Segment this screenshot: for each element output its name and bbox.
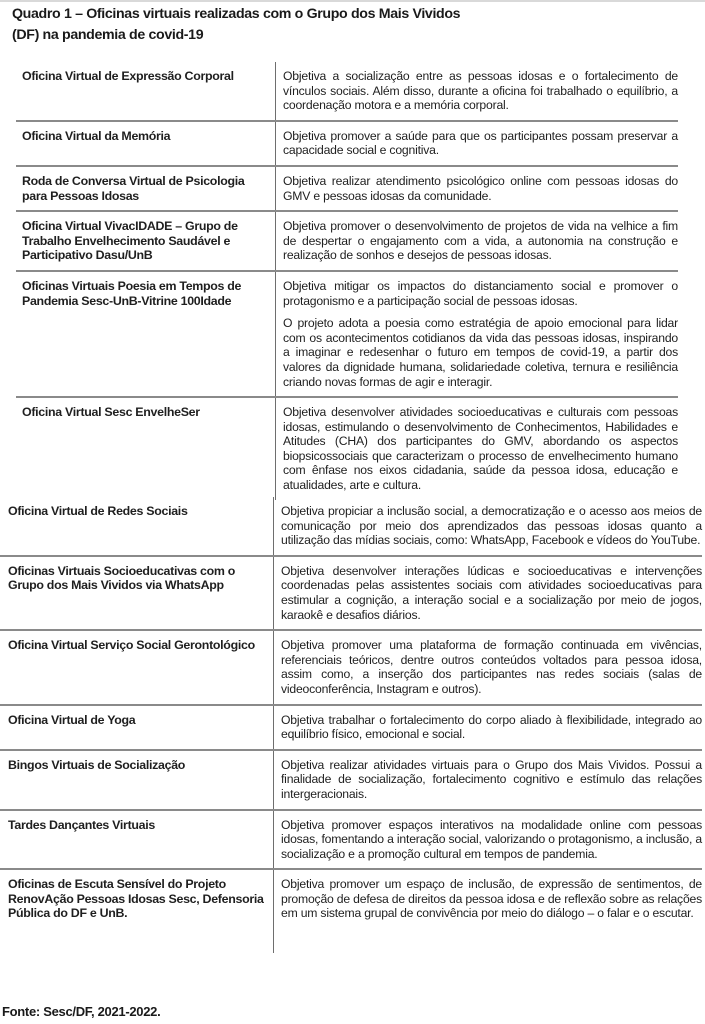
workshop-name: Oficinas Virtuais Socioeducativas com o Grupo dos Mais Vividos via WhatsApp [8, 563, 236, 593]
workshop-description-cell [276, 166, 679, 211]
workshop-name: Oficina Virtual de Yoga [8, 712, 136, 727]
workshop-description-cell [274, 705, 703, 750]
workshop-description-paragraph: Objetiva a socialização entre as pessoas idosas e o fortalecimento de vínculos sociais. Além disso, durante a oficina foi trabalhado o equilíbrio, a coordenação motora e a memória corporal. [283, 69, 678, 113]
workshop-description-cell [276, 121, 679, 166]
page-edge-divider [0, 0, 705, 2]
workshop-description-paragraph: Objetiva realizar atendimento psicológico online com pessoas idosas do GMV e pessoas idosas da comunidade. [283, 173, 678, 203]
table-caption-line-2: (DF) na pandemia de covid-19 [12, 27, 204, 43]
workshop-description-paragraph: Objetiva desenvolver interações lúdicas e socioeducativas e intervenções coordenadas pelas assistentes sociais com atividades socioeducativas para estimular a cognição, a interação social e a socialização por meio de jogos, karaokê e desafios diários. [281, 563, 702, 622]
table-row [16, 271, 678, 397]
table-caption [12, 4, 692, 46]
workshop-name-cell [0, 497, 274, 556]
workshop-description-paragraph: Objetiva propiciar a inclusão social, a democratização e o acesso aos meios de comunicação por meio dos aprendizados das pessoas idosas quanto a utilização das mídias sociais, como: WhatsApp, Facebook e vídeos do YouTube. [281, 504, 702, 548]
workshop-name-cell [16, 397, 276, 500]
table-row [0, 750, 702, 810]
workshop-name: Bingos Virtuais de Socialização [8, 757, 186, 772]
table-row [0, 556, 702, 630]
table-row [16, 166, 678, 211]
workshop-description-cell [276, 211, 679, 271]
workshop-name: Oficina Virtual da Memória [22, 128, 171, 143]
workshop-name-cell [0, 705, 274, 750]
workshop-name-cell [0, 750, 274, 810]
workshop-name-cell [0, 810, 274, 870]
workshop-name: Oficina Virtual VivacIDADE – Grupo de Trabalho Envelhecimento Saudável e Participativo Dasu/UnB [22, 219, 238, 263]
workshop-description-cell [274, 556, 703, 630]
workshop-name-cell [16, 121, 276, 166]
workshops-table-bottom [0, 497, 702, 953]
workshop-name-cell [16, 62, 276, 121]
workshop-description-paragraph: Objetiva realizar atividades virtuais para o Grupo dos Mais Vividos. Possui a finalidade de socialização, fortalecimento cognitivo e estímulo das relações intergeracionais. [281, 757, 702, 801]
workshop-name-cell [0, 630, 274, 704]
table-caption-line-1: Quadro 1 – Oficinas virtuais realizadas com o Grupo dos Mais Vividos [12, 6, 461, 22]
workshop-name: Oficina Virtual Serviço Social Gerontológico [8, 638, 255, 653]
workshop-description-cell [276, 62, 679, 121]
workshop-name: Oficina Virtual de Expressão Corporal [22, 69, 234, 83]
workshop-description-cell [274, 810, 703, 870]
workshop-name-cell [0, 556, 274, 630]
workshop-description-paragraph: O projeto adota a poesia como estratégia de apoio emocional para lidar com os acontecimentos cotidianos da vida das pessoas idosas, inspirando a imaginar e redesenhar o futuro em tempos de covid-19, a partir dos valores da dignidade humana, solidariedade coletiva, ternura e resiliência criando novas formas de agir e interagir. [283, 316, 678, 389]
workshop-description-paragraph: Objetiva desenvolver atividades socioeducativas e culturais com pessoas idosas, estimulando o desenvolvimento de Conhecimentos, Habilidades e Atitudes (CHA) dos participantes do GMV, abordando os aspectos biopsicossociais que caracterizam o processo de envelhecimento humano com ênfase nos eixos cidadania, saúde da pessoa idosa, educação e atualidades, arte e cultura. [283, 405, 678, 493]
workshop-description-paragraph: Objetiva promover a saúde para que os participantes possam preservar a capacidade social e cognitiva. [283, 128, 678, 158]
table-row [0, 497, 702, 556]
workshop-description-cell [274, 869, 703, 953]
workshop-name: Oficina Virtual de Redes Sociais [8, 504, 188, 518]
workshop-name-cell [16, 271, 276, 397]
workshop-description-cell [276, 397, 679, 500]
workshop-description-paragraph: Objetiva promover uma plataforma de formação continuada em vivências, referenciais teóricos, dentre outros conteúdos voltados para pessoa idosa, assim como, a inserção dos participantes nas redes sociais (salas de videoconferência, Instagram e outros). [281, 638, 702, 696]
workshop-name: Tardes Dançantes Virtuais [8, 817, 155, 832]
table-row [0, 810, 702, 870]
workshop-description-cell [274, 750, 703, 810]
workshop-name: Roda de Conversa Virtual de Psicologia para Pessoas Idosas [22, 173, 245, 203]
workshop-description-cell [274, 630, 703, 704]
workshop-description-cell [274, 497, 703, 556]
workshop-description-paragraph: Objetiva promover um espaço de inclusão, de expressão de sentimentos, de promoção de defesa de direitos da pessoa idosa e de reflexão sobre as relações em um sistema grupal de convivência por meio do diálogo – o falar e o escutar. [281, 877, 702, 921]
table-row [16, 211, 678, 271]
workshop-description-cell [276, 271, 679, 397]
workshop-description-paragraph: Objetiva promover espaços interativos na modalidade online com pessoas idosas, fomentando a interação social, valorizando o protagonismo, a inclusão, a socialização e a promoção cultural em tempos de pandemia. [281, 817, 702, 861]
workshops-table-top [16, 62, 678, 500]
table-source-note: Fonte: Sesc/DF, 2021-2022. [2, 1004, 161, 1019]
workshop-description-paragraph: Objetiva mitigar os impactos do distanciamento social e promover o protagonismo e a participação social de pessoas idosas. [283, 278, 678, 308]
table-row [16, 397, 678, 500]
workshop-name: Oficina Virtual Sesc EnvelheSer [22, 405, 200, 420]
table-row [16, 121, 678, 166]
table-row [0, 869, 702, 953]
table-row [0, 705, 702, 750]
workshop-description-paragraph: Objetiva trabalhar o fortalecimento do corpo aliado à flexibilidade, integrado ao equilíbrio físico, emocional e social. [281, 712, 702, 742]
workshop-name: Oficinas de Escuta Sensível do Projeto RenovAção Pessoas Idosas Sesc, Defensoria Pública do DF e UnB. [8, 877, 264, 921]
workshop-description-paragraph: Objetiva promover o desenvolvimento de projetos de vida na velhice a fim de despertar o engajamento com a vida, a autonomia na construção e realização de sonhos e desejos de pessoas idosas. [283, 219, 678, 263]
workshop-name-cell [0, 869, 274, 953]
workshop-name: Oficinas Virtuais Poesia em Tempos de Pandemia Sesc-UnB-Vitrine 100Idade [22, 278, 242, 308]
table-row [0, 630, 702, 704]
table-row [16, 62, 678, 121]
workshop-name-cell [16, 166, 276, 211]
workshop-name-cell [16, 211, 276, 271]
